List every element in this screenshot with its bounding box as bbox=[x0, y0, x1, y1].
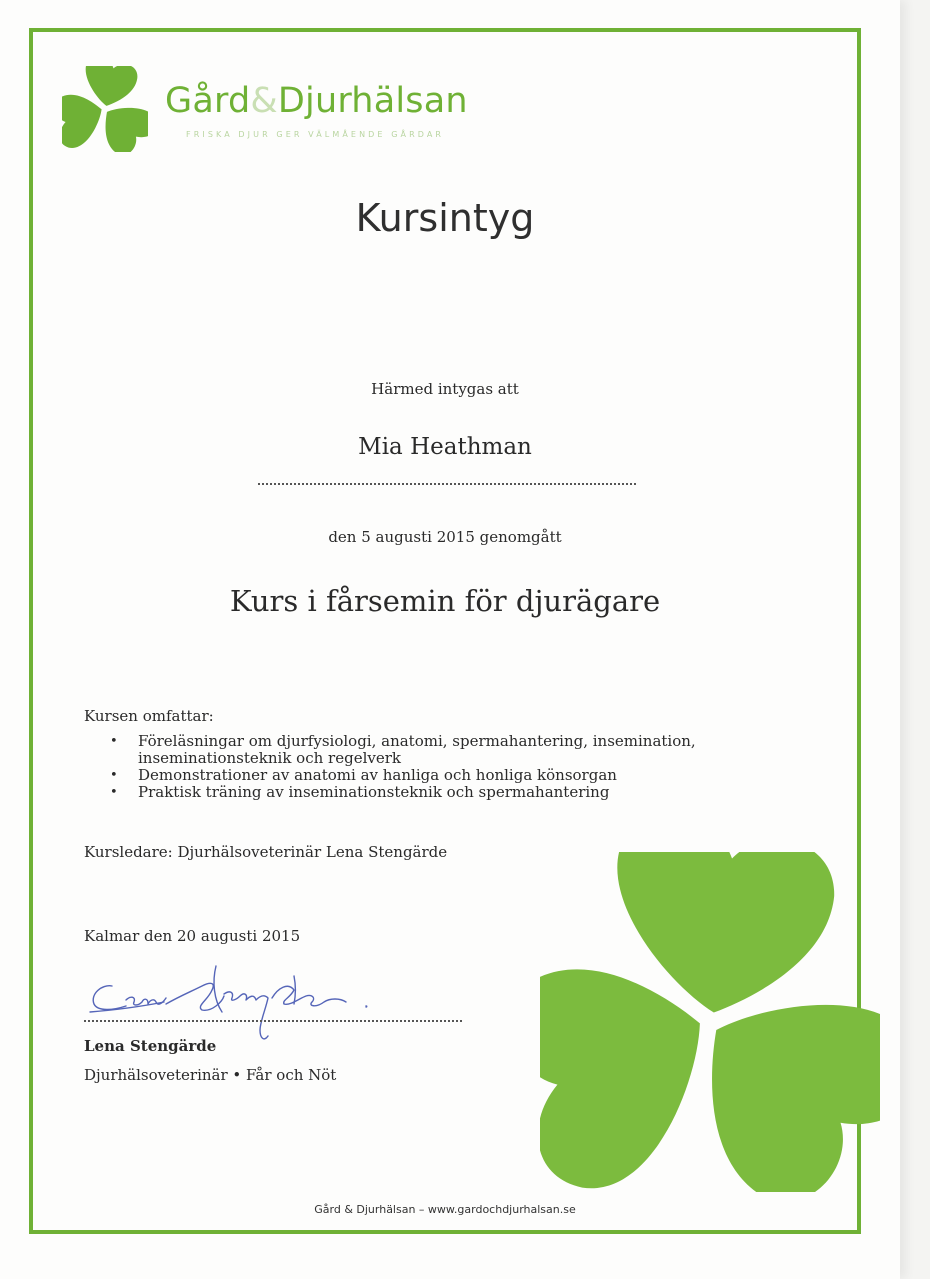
course-name: Kurs i fårsemin för djurägare bbox=[229, 584, 661, 618]
recipient-name: Mia Heathman bbox=[358, 434, 532, 460]
large-clover-icon bbox=[540, 852, 880, 1192]
covers-list bbox=[84, 733, 758, 801]
place-and-date: Kalmar den 20 augusti 2015 bbox=[84, 927, 301, 945]
brand-name-part1: Gård bbox=[165, 81, 251, 121]
brand-name bbox=[165, 81, 468, 121]
signature-dotted-line bbox=[84, 1020, 462, 1022]
signer-name: Lena Stengärde bbox=[84, 1037, 217, 1055]
footer-text: Gård & Djurhälsan – www.gardochdjurhalsan.se bbox=[314, 1203, 576, 1216]
brand-name-part2: Djurhälsan bbox=[277, 81, 468, 121]
covers-label: Kursen omfattar: bbox=[84, 707, 214, 725]
list-item: • Föreläsningar om djurfysiologi, anatomi, spermahantering, insemination, inseminationsteknik och regelverk bbox=[138, 733, 758, 767]
signer-role: Djurhälsoveterinär • Får och Nöt bbox=[84, 1066, 337, 1084]
certificate-title: Kursintyg bbox=[355, 196, 535, 240]
clover-logo-icon bbox=[62, 66, 148, 152]
intro-text: Härmed intygas att bbox=[371, 380, 519, 398]
brand-name-amp: & bbox=[250, 81, 278, 121]
course-date-line: den 5 augusti 2015 genomgått bbox=[328, 528, 562, 546]
list-item: • Praktisk träning av inseminationsteknik och spermahantering bbox=[138, 784, 758, 801]
brand-tagline: FRISKA DJUR GER VÄLMÅENDE GÅRDAR bbox=[186, 130, 445, 139]
recipient-dotted-line bbox=[258, 483, 636, 485]
list-item: • Demonstrationer av anatomi av hanliga och honliga könsorgan bbox=[138, 767, 758, 784]
course-leader: Kursledare: Djurhälsoveterinär Lena Stengärde bbox=[84, 843, 448, 861]
